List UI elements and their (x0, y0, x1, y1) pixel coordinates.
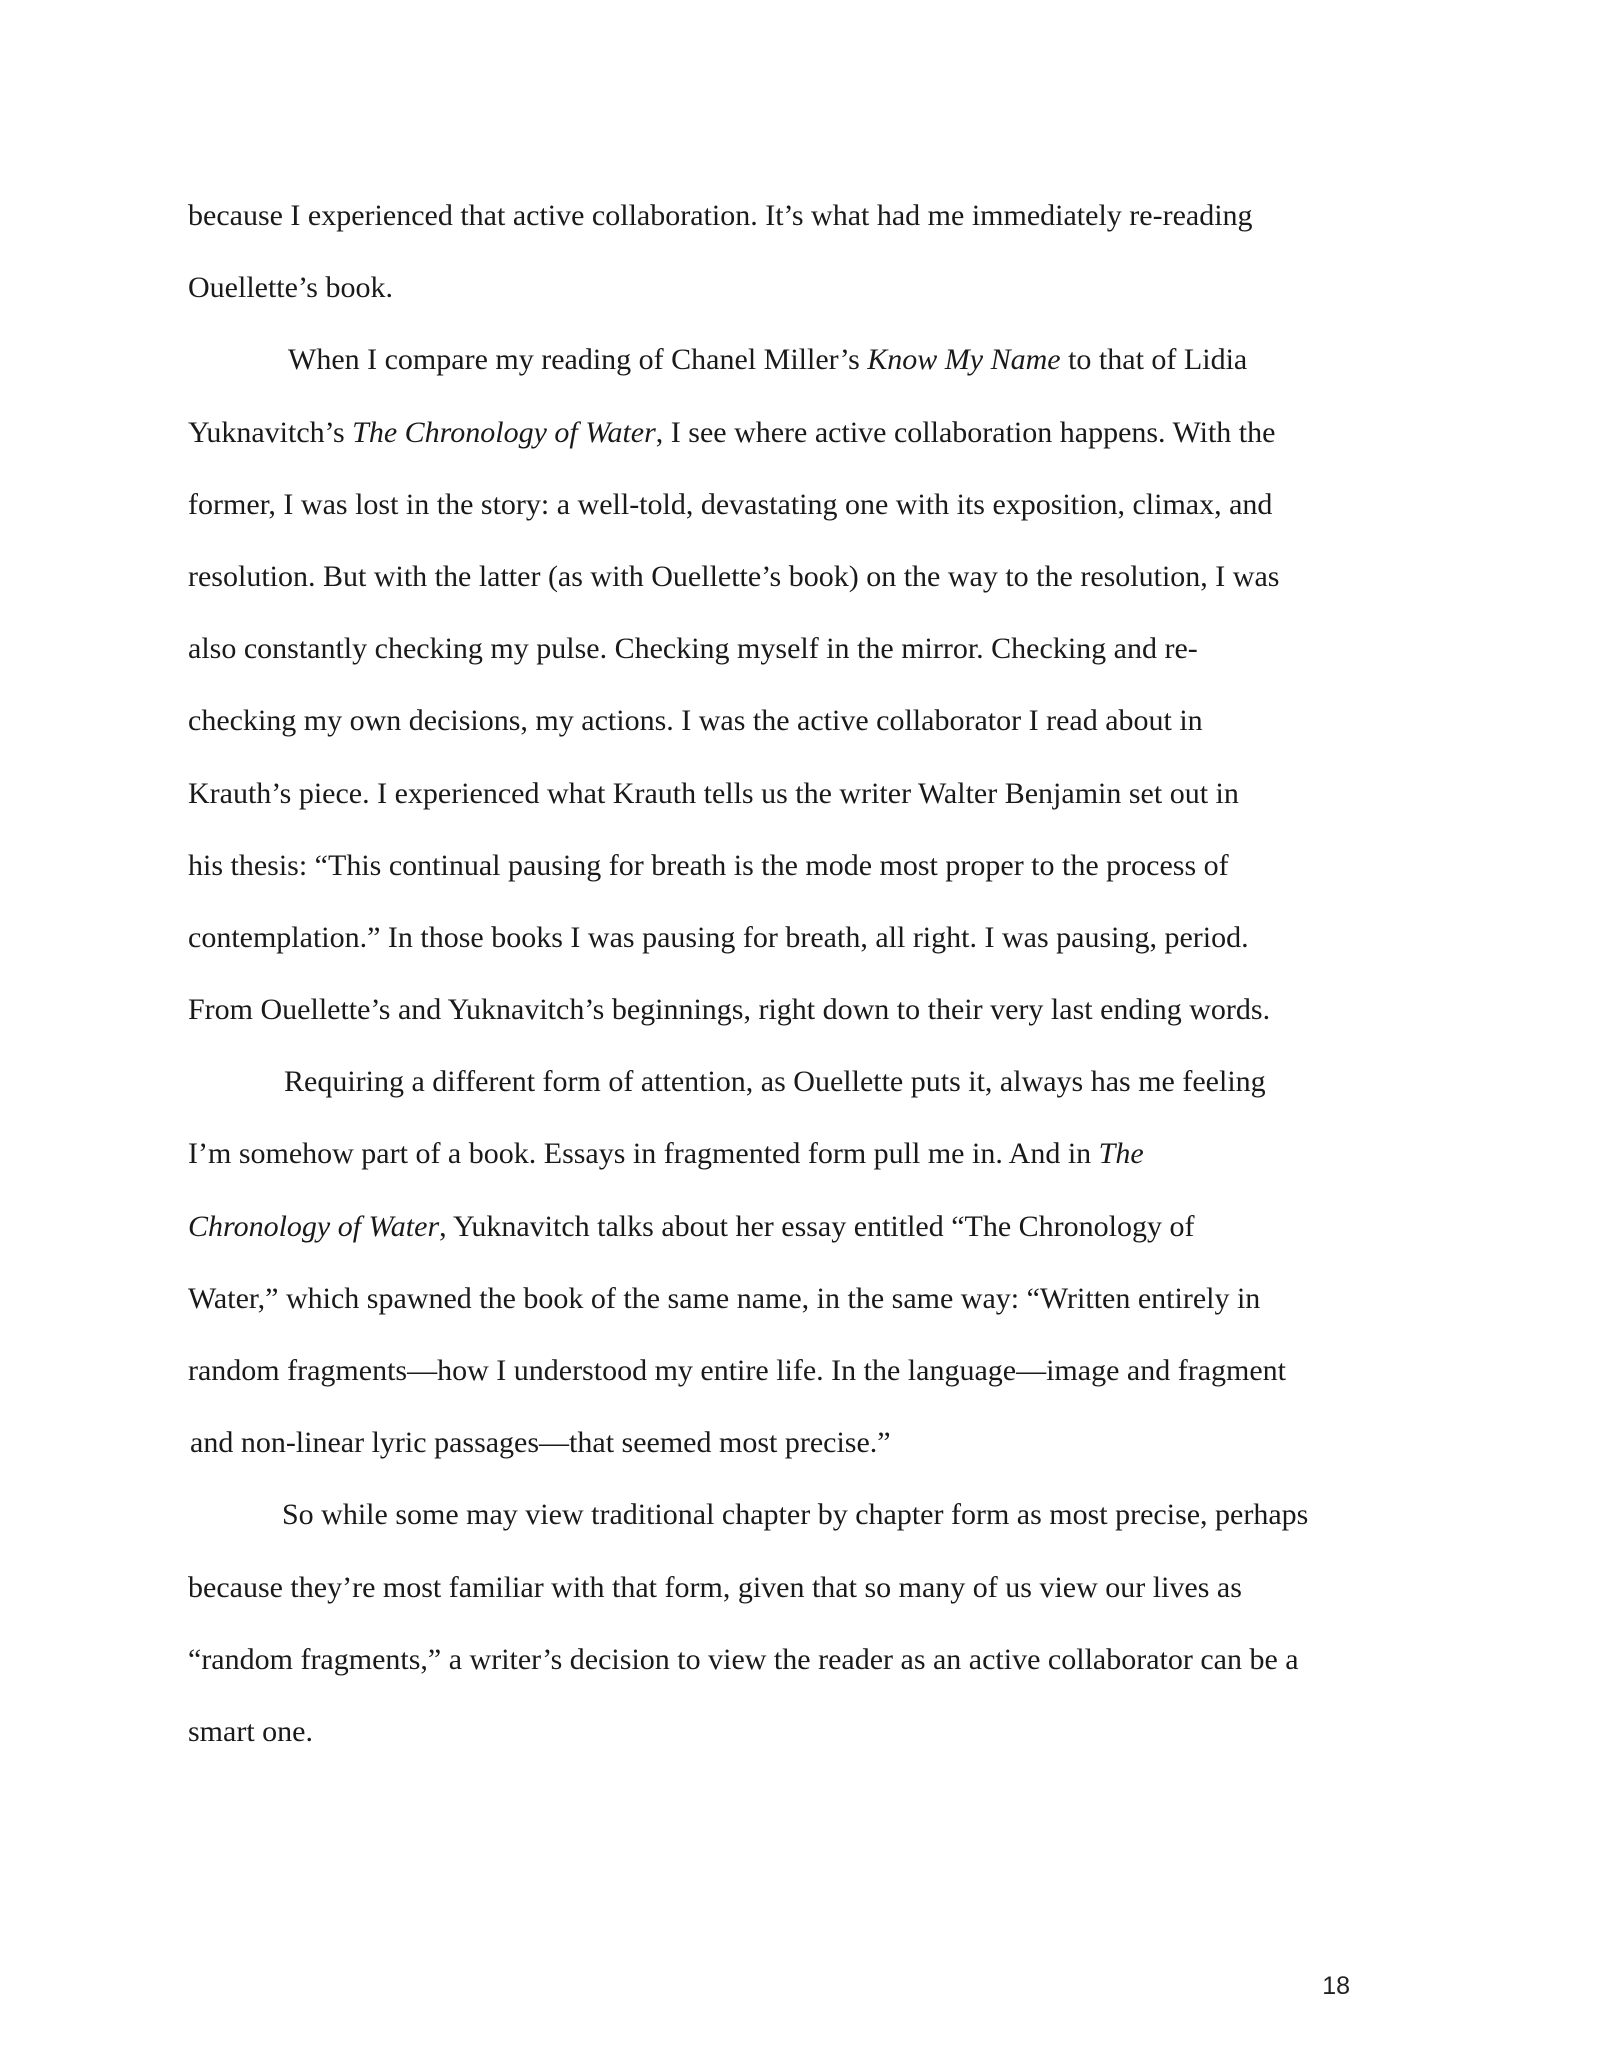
text-line: because I experienced that active collaboration. It’s what had me immediately re-reading (188, 199, 1253, 232)
text-line: smart one. (188, 1714, 313, 1748)
text-line: former, I was lost in the story: a well-told, devastating one with its exposition, climax, and (188, 487, 1273, 521)
body-text (188, 180, 1368, 1768)
paragraph-first-line: Requiring a different form of attention, as Ouellette puts it, always has me feeling (284, 1065, 1266, 1099)
text-line: Ouellette’s book. (188, 271, 393, 305)
text-line: contemplation.” In those books I was pausing for breath, all right. I was pausing, period. (188, 920, 1249, 954)
page-number: 18 (1322, 1972, 1350, 2000)
book-title: Chronology of Water (188, 1209, 440, 1243)
text-line: From Ouellette’s and Yuknavitch’s beginnings, right down to their very last ending words. (188, 993, 1271, 1027)
text-line: I’m somehow part of a book. Essays in fragmented form pull me in. And in The (188, 1137, 1144, 1171)
text-line: random fragments—how I understood my entire life. In the language—image and fragment (188, 1354, 1286, 1387)
text-line: “random fragments,” a writer’s decision to view the reader as an active collaborator can be a (188, 1642, 1299, 1676)
paragraph-first-line: When I compare my reading of Chanel Miller’s Know My Name to that of Lidia (288, 343, 1248, 377)
text-line: Yuknavitch’s The Chronology of Water, I see where active collaboration happens. With the (188, 415, 1276, 449)
text-line: because they’re most familiar with that form, given that so many of us view our lives as (188, 1570, 1242, 1604)
text-line: Chronology of Water, Yuknavitch talks about her essay entitled “The Chronology of (188, 1209, 1195, 1243)
text-line: checking my own decisions, my actions. I was the active collaborator I read about in (188, 704, 1203, 738)
paragraph-first-line: So while some may view traditional chapter by chapter form as most precise, perhaps (282, 1498, 1309, 1532)
text-line: his thesis: “This continual pausing for breath is the mode most proper to the process of (188, 848, 1229, 882)
text-line: also constantly checking my pulse. Checking myself in the mirror. Checking and re- (188, 632, 1198, 666)
text-line: resolution. But with the latter (as with Ouellette’s book) on the way to the resolution, I was (188, 559, 1280, 593)
book-title: The (1098, 1137, 1144, 1171)
text-line: Krauth’s piece. I experienced what Krauth tells us the writer Walter Benjamin set out in (188, 776, 1239, 810)
book-title: Know My Name (867, 343, 1061, 377)
text-line: Water,” which spawned the book of the same name, in the same way: “Written entirely in (188, 1281, 1261, 1315)
book-title: The Chronology of Water (352, 415, 656, 449)
text-line: and non-linear lyric passages—that seemed most precise.” (190, 1426, 891, 1460)
